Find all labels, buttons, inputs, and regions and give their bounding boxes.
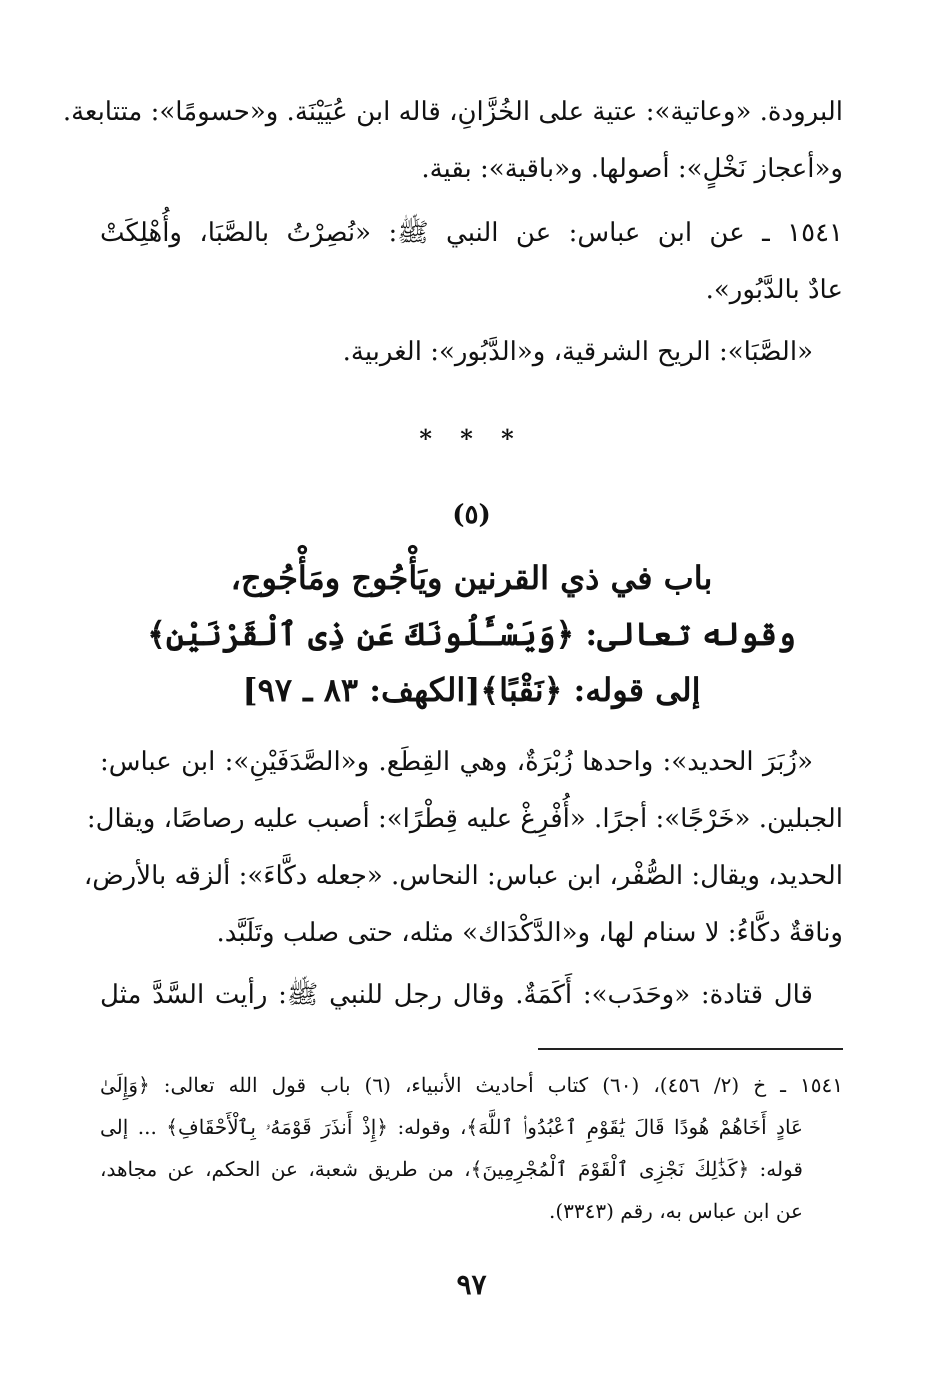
- chapter-reference: إلى قوله: ﴿نَقْبًا﴾[الكهف: ٨٣ ـ ٩٧]: [242, 671, 701, 709]
- footnote-line: عن ابن عباس به، رقم (٣٣٤٣).: [549, 1199, 803, 1223]
- chapter-title: باب في ذي القرنين ويَأْجُوج ومَأْجُوج،: [230, 559, 713, 597]
- text-line: قال قتادة: «وحَدَب»: أَكَمَةٌ. وقال رجل للنبي ﷺ: رأيت السَّدَّ مثل: [100, 980, 813, 1010]
- chapter-number: (٥): [452, 500, 491, 530]
- footnote-line: عَادٍ أَخَاهُمْ هُودًا قَالَ يَٰقَوْمِ ٱعْبُدُوا۟ ٱللَّهَ﴾، وقوله: ﴿إِذْ أَنذَرَ قَوْمَهُۥ بِٱلْأَحْقَافِ﴾ ... إلى: [100, 1115, 803, 1139]
- body-text-bottom: [83, 742, 843, 1022]
- footnote-line: ١٥٤١ ـ خ (٢/ ٤٥٦)، (٦٠) كتاب أحاديث الأنبياء، (٦) باب قول الله تعالى: ﴿وَإِلَىٰ: [100, 1073, 843, 1097]
- text-line: عادٌ بالدَّبُور».: [705, 275, 843, 305]
- section-separator: * * *: [419, 424, 524, 453]
- text-line: البرودة. «وعاتية»: عتية على الخُزَّانِ، قاله ابن عُيَيْنَة. و«حسومًا»: متتابعة.: [62, 97, 843, 127]
- text-line: «زُبَرَ الحديد»: واحدها زُبْرَةٌ، وهي القِطَع. و«الصَّدَفَيْنِ»: ابن عباس:: [100, 747, 813, 777]
- footnote-divider: [538, 1048, 843, 1050]
- page-number: ٩٧: [456, 1268, 487, 1301]
- text-line: الحديد، ويقال: الصُّفْر، ابن عباس: النحاس. «جعله دكَّاءَ»: ألزقه بالأرض،: [83, 861, 843, 891]
- text-line: «الصَّبَا»: الريح الشرقية، و«الدَّبُور»: الغربية.: [342, 337, 813, 367]
- footnote-line: قوله: ﴿كَذَٰلِكَ نَجْزِى ٱلْقَوْمَ ٱلْمُجْرِمِينَ﴾، من طريق شعبة، عن الحكم، عن مجاهد،: [100, 1157, 803, 1181]
- chapter-subtitle: وقوله تعالى: ﴿وَيَسْـَٔلُونَكَ عَن ذِى ٱلْقَرْنَيْنِ﴾: [147, 615, 796, 653]
- text-line: الجبلين. «خَرْجًا»: أجرًا. «أُفْرِغْ عليه قِطْرًا»: أصبب عليه رصاصًا، ويقال:: [86, 804, 843, 834]
- hadith-1541-line: ١٥٤١ ـ عن ابن عباس: عن النبي ﷺ: «نُصِرْتُ بالصَّبَا، وأُهْلِكَتْ: [100, 218, 843, 248]
- text-line: و«أعجاز نَخْلٍ»: أصولها. و«باقية»: بقية.: [421, 154, 843, 184]
- footnote-block: [100, 1068, 843, 1248]
- body-text-top: [62, 92, 843, 392]
- text-line: وناقةٌ دكَّاءُ: لا سنام لها، و«الدَّكْدَاك» مثله، حتى صلب وتَلَبَّد.: [216, 918, 843, 948]
